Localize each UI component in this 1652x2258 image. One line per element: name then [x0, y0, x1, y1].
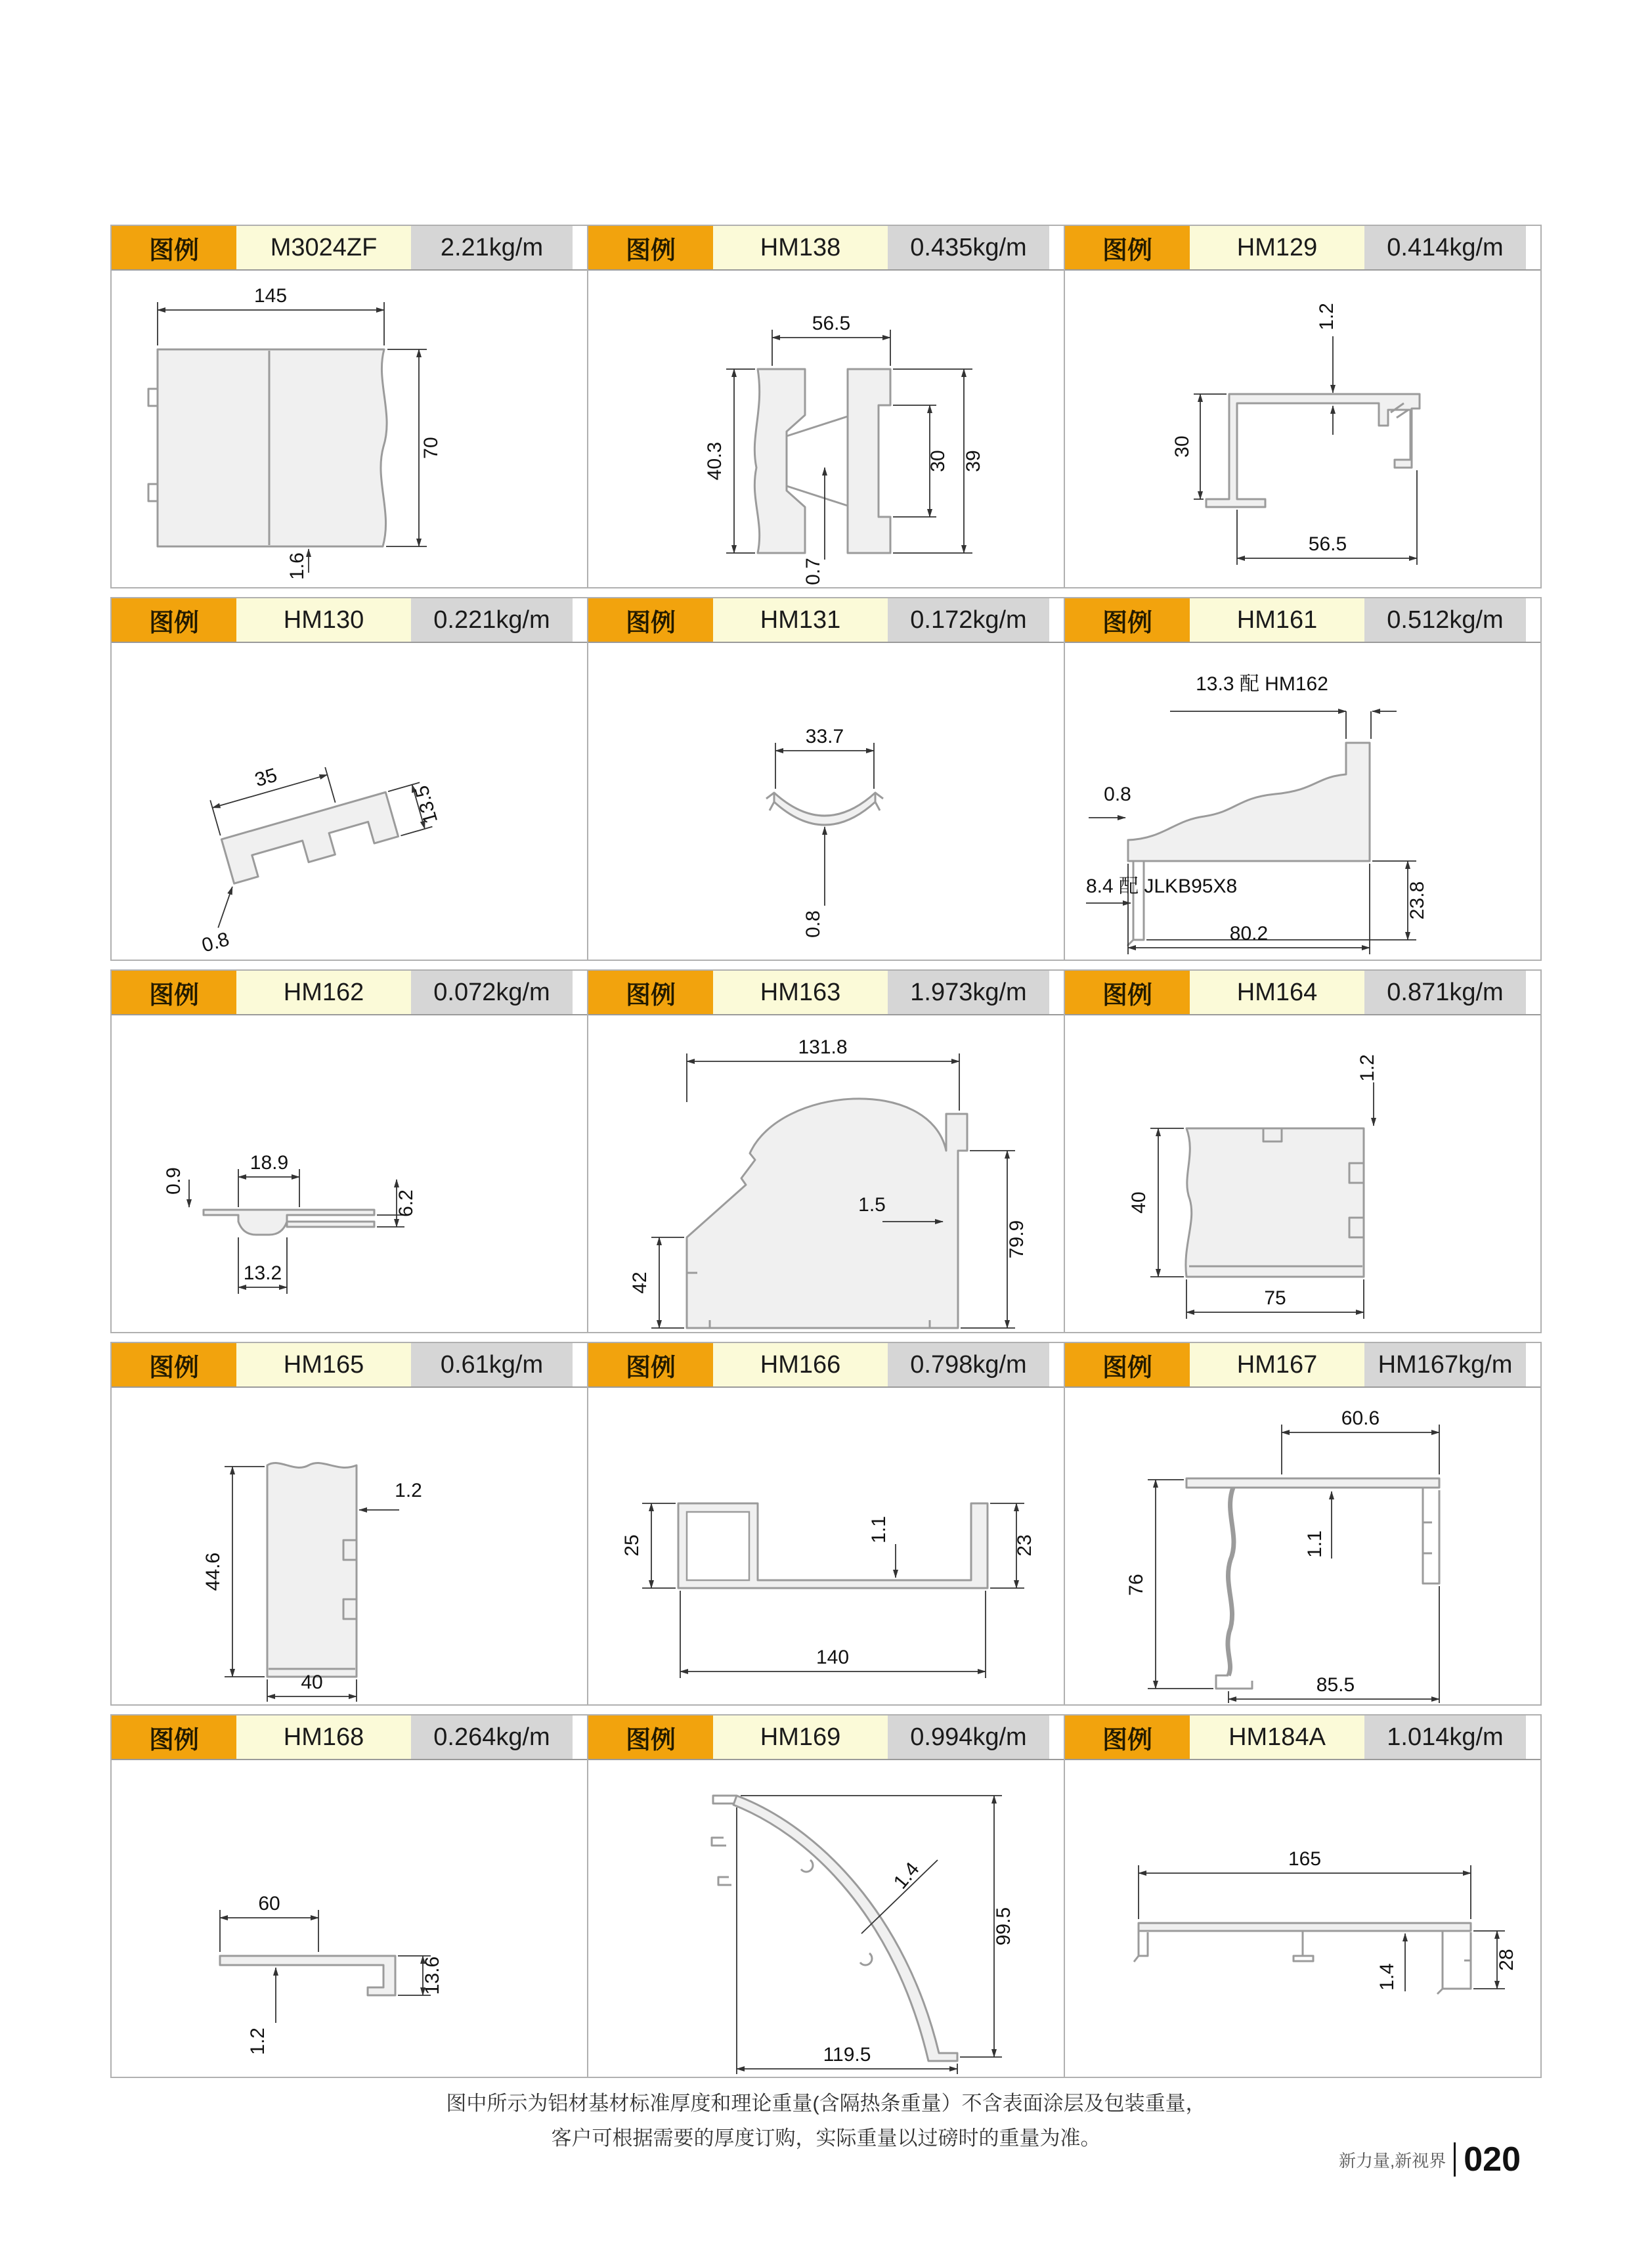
dimension-label: 18.9 [250, 1152, 289, 1174]
header-spacer [1526, 1343, 1540, 1386]
cell-header [1065, 598, 1540, 643]
legend-badge: 图例 [588, 971, 713, 1014]
dimension-label: 0.8 [199, 928, 232, 957]
model-label: HM164 [1190, 971, 1364, 1014]
cell-hm138 [587, 226, 1064, 587]
dimension-label: 165 [1288, 1848, 1322, 1870]
profile-outline [733, 1796, 957, 2061]
weight-label: HM167kg/m [1364, 1343, 1526, 1386]
cell-hm169 [587, 1716, 1064, 2077]
weight-label: 0.414kg/m [1364, 226, 1526, 269]
page-footer [1339, 2142, 1521, 2177]
profile-drawing-hm130 [112, 643, 587, 960]
profile-drawing-area [1065, 1388, 1540, 1704]
profile-drawing-hm162 [112, 1015, 587, 1332]
legend-badge: 图例 [1065, 971, 1190, 1014]
profile-drawing-m3024zf [112, 271, 587, 587]
weight-label: 1.973kg/m [888, 971, 1049, 1014]
dimension-label: 140 [815, 1647, 850, 1668]
cell-hm166 [587, 1343, 1064, 1704]
row-1 [110, 225, 1542, 588]
dimension-label: 23.8 [1406, 881, 1428, 920]
dimension-label: 131.8 [798, 1036, 848, 1058]
cell-header [588, 1716, 1064, 1760]
row-4 [110, 1342, 1542, 1706]
model-label: HM166 [713, 1343, 888, 1386]
model-label: HM163 [713, 971, 888, 1014]
footnote-line-1: 图中所示为铝材基材标准厚度和理论重量(含隔热条重量）不含表面涂层及包装重量， [446, 2092, 1206, 2115]
cell-m3024zf [112, 226, 587, 587]
profile-outline [754, 369, 805, 553]
profile-outline [1206, 394, 1420, 507]
profile-outline [1128, 743, 1370, 861]
model-label: HM165 [236, 1343, 411, 1386]
header-spacer [1049, 598, 1064, 642]
dimension-label: 6.2 [395, 1189, 417, 1217]
model-label: HM129 [1190, 226, 1364, 269]
model-label: HM131 [713, 598, 888, 642]
weight-label: 0.61kg/m [411, 1343, 573, 1386]
profile-drawing-area [588, 643, 1064, 960]
header-spacer [1526, 598, 1540, 642]
dimension-label: 0.9 [163, 1167, 185, 1195]
cell-header [588, 226, 1064, 271]
weight-label: 0.072kg/m [411, 971, 573, 1014]
header-spacer [573, 1343, 587, 1386]
dimension-label: 70 [420, 437, 442, 459]
cell-header [112, 226, 587, 271]
profile-drawing-hm165 [112, 1388, 587, 1704]
dimension-label: 79.9 [1006, 1220, 1028, 1259]
profile-drawing-area [588, 1015, 1064, 1332]
cell-header [588, 971, 1064, 1015]
dimension-label: 39 [963, 450, 984, 472]
dimension-label: 42 [629, 1272, 651, 1294]
profile-drawing-area [1065, 643, 1540, 960]
profile-drawing-hm169 [588, 1760, 1064, 2077]
cell-header [112, 971, 587, 1015]
cell-hm165 [112, 1343, 587, 1704]
legend-badge: 图例 [588, 598, 713, 642]
footnote-line-2: 客户可根据需要的厚度订购，实际重量以过磅时的重量为准。 [551, 2127, 1101, 2150]
legend-badge: 图例 [112, 1343, 236, 1386]
dimension-label: 0.7 [802, 558, 824, 585]
dimension-label: 60.6 [1341, 1407, 1380, 1429]
header-spacer [1526, 1716, 1540, 1759]
profile-outline [774, 793, 875, 825]
model-label: HM138 [713, 226, 888, 269]
weight-label: 2.21kg/m [411, 226, 573, 269]
dimension-label: 1.4 [1376, 1963, 1398, 1991]
header-spacer [573, 598, 587, 642]
dimension-label: 40.3 [704, 441, 726, 481]
profile-drawing-hm164 [1065, 1015, 1540, 1332]
dimension-label: 85.5 [1316, 1674, 1355, 1696]
dimension-label: 75 [1264, 1287, 1286, 1309]
dimension-label: 13.2 [243, 1262, 282, 1284]
page-number: 020 [1454, 2142, 1521, 2177]
profile-drawing-hm168 [112, 1760, 587, 2077]
dimension-label: 76 [1125, 1574, 1147, 1596]
dimension-label: 1.5 [858, 1194, 886, 1216]
dimension-label: 1.2 [1357, 1054, 1378, 1082]
profile-drawing-hm161 [1065, 643, 1540, 960]
model-label: HM130 [236, 598, 411, 642]
profile-outline [158, 349, 387, 546]
cell-hm168 [112, 1716, 587, 2077]
weight-label: 0.264kg/m [411, 1716, 573, 1759]
legend-badge: 图例 [588, 226, 713, 269]
dimension-label: 30 [1171, 435, 1193, 458]
cell-hm130 [112, 598, 587, 960]
profile-grid [110, 225, 1542, 2087]
cell-header [1065, 971, 1540, 1015]
cell-hm129 [1064, 226, 1540, 587]
profile-drawing-hm129 [1065, 271, 1540, 587]
dimension-label: 60 [258, 1893, 280, 1915]
weight-label: 1.014kg/m [1364, 1716, 1526, 1759]
dimension-label: 119.5 [823, 2044, 871, 2066]
header-spacer [573, 1716, 587, 1759]
dimension-label: 145 [253, 285, 288, 307]
legend-badge: 图例 [112, 1716, 236, 1759]
profile-outline [220, 1956, 395, 1995]
model-label: HM162 [236, 971, 411, 1014]
profile-outline [687, 1099, 967, 1328]
legend-badge: 图例 [112, 226, 236, 269]
model-label: HM161 [1190, 598, 1364, 642]
dimension-label: 1.1 [868, 1516, 890, 1543]
legend-badge: 图例 [588, 1716, 713, 1759]
header-spacer [1526, 971, 1540, 1014]
profile-drawing-hm138 [588, 271, 1064, 587]
profile-drawing-hm184a [1065, 1760, 1540, 2077]
cell-header [1065, 1343, 1540, 1388]
dimension-label: 56.5 [812, 313, 851, 334]
profile-outline [267, 1463, 357, 1677]
legend-badge: 图例 [588, 1343, 713, 1386]
header-spacer [1049, 1343, 1064, 1386]
header-spacer [1049, 1716, 1064, 1759]
profile-outline [1139, 1923, 1471, 1931]
cell-hm161 [1064, 598, 1540, 960]
header-spacer [1049, 226, 1064, 269]
weight-label: 0.512kg/m [1364, 598, 1526, 642]
profile-drawing-area [112, 1015, 587, 1332]
dimension-label: 1.2 [395, 1480, 422, 1501]
cell-hm164 [1064, 971, 1540, 1332]
weight-label: 0.994kg/m [888, 1716, 1049, 1759]
profile-drawing-area [112, 643, 587, 960]
dimension-label: 33.7 [805, 726, 844, 747]
header-spacer [573, 971, 587, 1014]
dimension-label: 44.6 [202, 1552, 224, 1591]
dimension-label: 1.1 [1304, 1530, 1326, 1558]
dimension-label: 23 [1014, 1534, 1035, 1557]
legend-badge: 图例 [1065, 226, 1190, 269]
row-3 [110, 969, 1542, 1333]
model-label: M3024ZF [236, 226, 411, 269]
weight-label: 0.435kg/m [888, 226, 1049, 269]
cell-header [588, 598, 1064, 643]
dimension-label: 13.5 [410, 783, 443, 826]
legend-badge: 图例 [112, 598, 236, 642]
dimension-label: 40 [301, 1671, 323, 1693]
brand-slogan: 新力量,新视界 [1339, 2150, 1446, 2171]
dimension-label: 25 [621, 1534, 643, 1557]
cell-header [112, 1716, 587, 1760]
legend-badge: 图例 [112, 971, 236, 1014]
profile-drawing-area [588, 1760, 1064, 2077]
model-label: HM167 [1190, 1343, 1364, 1386]
cell-header [588, 1343, 1064, 1388]
cell-header [112, 1343, 587, 1388]
cell-header [1065, 1716, 1540, 1760]
dimension-label: 0.8 [802, 910, 824, 938]
profile-outline [221, 792, 398, 883]
dimension-label: 1.4 [889, 1858, 924, 1893]
dimension-label: 1.6 [286, 552, 308, 580]
model-label: HM168 [236, 1716, 411, 1759]
dimension-label: 13.3 配 HM162 [1196, 673, 1328, 695]
profile-drawing-area [1065, 1015, 1540, 1332]
profile-drawing-area [588, 271, 1064, 587]
dimension-label: 8.4 配 JLKB95X8 [1086, 875, 1238, 897]
profile-drawing-area [1065, 271, 1540, 587]
cell-hm163 [587, 971, 1064, 1332]
profile-drawing-hm131 [588, 643, 1064, 960]
weight-label: 0.871kg/m [1364, 971, 1526, 1014]
profile-drawing-area [112, 271, 587, 587]
profile-drawing-area [112, 1388, 587, 1704]
profile-drawing-area [112, 1760, 587, 2077]
row-2 [110, 597, 1542, 961]
header-spacer [573, 226, 587, 269]
cell-hm184a [1064, 1716, 1540, 2077]
dimension-label: 1.2 [247, 2027, 269, 2055]
dimension-label: 99.5 [993, 1907, 1014, 1946]
dimension-label: 40 [1128, 1191, 1150, 1214]
profile-drawing-hm163 [588, 1015, 1064, 1332]
profile-drawing-area [588, 1388, 1064, 1704]
model-label: HM184A [1190, 1716, 1364, 1759]
dimension-label: 30 [927, 450, 949, 472]
cell-header [112, 598, 587, 643]
dimension-label: 1.2 [1316, 303, 1337, 330]
legend-badge: 图例 [1065, 1343, 1190, 1386]
dimension-label: 13.6 [422, 1956, 443, 1995]
profile-outline [1186, 1478, 1439, 1488]
header-spacer [1526, 226, 1540, 269]
legend-badge: 图例 [1065, 1716, 1190, 1759]
weight-label: 0.798kg/m [888, 1343, 1049, 1386]
dimension-label: 0.8 [1104, 784, 1131, 805]
dimension-label: 35 [252, 764, 280, 791]
cell-hm131 [587, 598, 1064, 960]
dimension-label: 56.5 [1308, 533, 1347, 555]
dimension-label: 28 [1496, 1949, 1517, 1971]
cell-hm162 [112, 971, 587, 1332]
model-label: HM169 [713, 1716, 888, 1759]
header-spacer [1049, 971, 1064, 1014]
dimension-label: 80.2 [1229, 923, 1269, 944]
cell-hm167 [1064, 1343, 1540, 1704]
weight-label: 0.221kg/m [411, 598, 573, 642]
legend-badge: 图例 [1065, 598, 1190, 642]
cell-header [1065, 226, 1540, 271]
profile-drawing-hm167 [1065, 1388, 1540, 1704]
row-5 [110, 1714, 1542, 2078]
profile-drawing-area [1065, 1760, 1540, 2077]
profile-drawing-hm166 [588, 1388, 1064, 1704]
profile-outline [1186, 1128, 1364, 1277]
weight-label: 0.172kg/m [888, 598, 1049, 642]
